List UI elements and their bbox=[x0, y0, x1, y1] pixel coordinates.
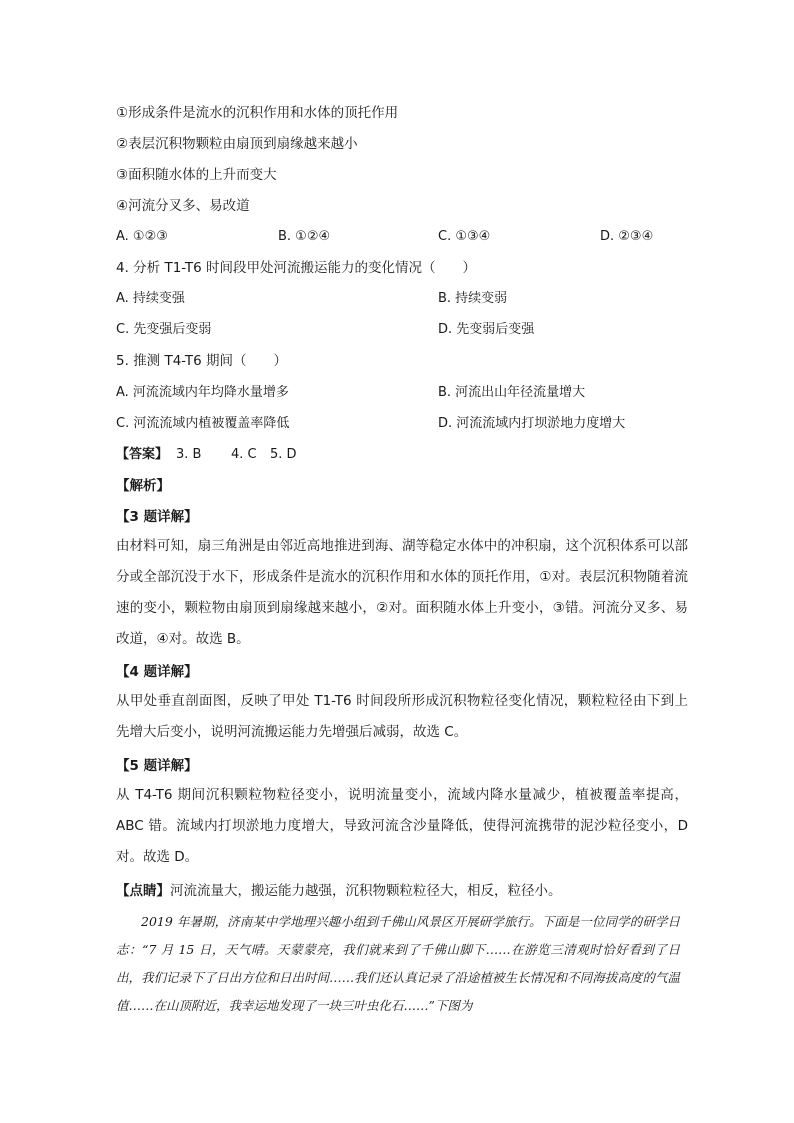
q3-detail-heading: 【3 题详解】 bbox=[116, 509, 198, 525]
q4-detail-heading: 【4 题详解】 bbox=[116, 664, 198, 680]
q5-option-d: D. 河流流域内打坝淤地力度增大 bbox=[438, 416, 626, 431]
answer-q3: 3. B bbox=[176, 447, 202, 462]
tip-line bbox=[116, 882, 686, 900]
answer-q4: 4. C bbox=[231, 447, 257, 462]
q4-option-b: B. 持续变弱 bbox=[438, 291, 508, 306]
q4-option-d: D. 先变弱后变强 bbox=[438, 322, 535, 337]
q5-detail-text: 从 T4-T6 期间沉积颗粒物粒径变小，说明流量变小，流域内降水量减少，植被覆盖率提高，ABC 错。流域内打坝淤地力度增大，导致河流含沙量降低，使得河流携带的泥沙粒径变小，D 对。故选 D。 bbox=[116, 787, 688, 865]
answer-label: 【答案】 bbox=[116, 447, 169, 462]
q5-option-b: B. 河流出山年径流量增大 bbox=[438, 385, 586, 400]
q5-options-row2 bbox=[116, 415, 696, 433]
q3-option-d: D. ②③④ bbox=[600, 229, 654, 244]
q3-detail-text: 由材料可知，扇三角洲是由邻近高地推进到海、湖等稳定水体中的冲积扇，这个沉积体系可以部分或全部沉没于水下，形成条件是流水的沉积作用和水体的顶托作用，①对。表层沉积物随着流速的变小，颗粒物由扇顶到扇缘越来越小，②对。面积随水体上升变小，③错。河流分叉多、易改道，④对。故选 B。 bbox=[116, 538, 688, 647]
answer-line bbox=[116, 446, 297, 464]
q5-options-row1 bbox=[116, 384, 696, 402]
q5-detail-heading: 【5 题详解】 bbox=[116, 758, 198, 774]
q3-options bbox=[116, 228, 696, 246]
tip-label: 【点睛】 bbox=[116, 883, 170, 899]
analysis-label: 【解析】 bbox=[116, 478, 170, 494]
q4-option-a: A. 持续变强 bbox=[116, 291, 185, 306]
q5-stem: 5. 推测 T4-T6 期间（ ） bbox=[116, 353, 288, 369]
answer-q5: 5. D bbox=[270, 447, 297, 462]
q4-options-row2 bbox=[116, 321, 696, 339]
statement-4: ④河流分叉多、易改道 bbox=[116, 198, 250, 214]
statement-2: ②表层沉积物颗粒由扇顶到扇缘越来越小 bbox=[116, 136, 358, 152]
q3-option-b: B. ①②④ bbox=[278, 229, 331, 244]
tip-text: 河流流量大，搬运能力越强，沉积物颗粒粒径大，相反，粒径小。 bbox=[170, 883, 562, 899]
statement-3: ③面积随水体的上升而变大 bbox=[116, 167, 277, 183]
q4-option-c: C. 先变强后变弱 bbox=[116, 322, 212, 337]
material-text: 2019 年暑期，济南某中学地理兴趣小组到千佛山风景区开展研学旅行。下面是一位同学的研学日志：“7 月 15 日，天气晴。天蒙蒙亮，我们就来到了千佛山脚下……在游览三清观时恰好看到了日出，我们记录下了日出方位和日出时间……我们还认真记录了沿途植被生长情况和不同海拔高度的气温值……在山顶附近，我幸运地发现了一块三叶虫化石……”下图为 bbox=[116, 914, 680, 1013]
q5-option-c: C. 河流流域内植被覆盖率降低 bbox=[116, 416, 290, 431]
q3-option-c: C. ①③④ bbox=[438, 229, 491, 244]
q4-detail-text: 从甲处垂直剖面图，反映了甲处 T1-T6 时间段所形成沉积物粒径变化情况，颗粒粒径由下到上先增大后变小，说明河流搬运能力先增强后减弱，故选 C。 bbox=[116, 693, 688, 740]
q4-stem: 4. 分析 T1-T6 时间段甲处河流搬运能力的变化情况（ ） bbox=[116, 260, 477, 276]
q5-option-a: A. 河流流域内年均降水量增多 bbox=[116, 385, 289, 400]
q3-option-a: A. ①②③ bbox=[116, 229, 168, 244]
q4-options-row1 bbox=[116, 290, 696, 308]
statement-1: ①形成条件是流水的沉积作用和水体的顶托作用 bbox=[116, 105, 399, 121]
